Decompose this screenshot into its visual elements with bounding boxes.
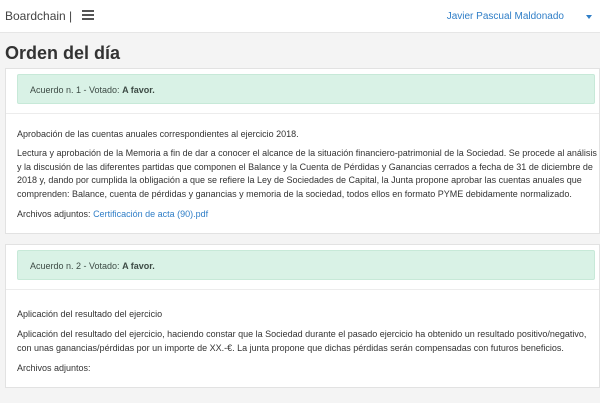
attachment-link[interactable]: Certificación de acta (90).pdf <box>93 209 209 219</box>
agreement-card <box>5 244 600 388</box>
page-title: Orden del día <box>5 43 121 63</box>
top-navbar <box>0 0 600 33</box>
agreement-title: Aplicación del resultado del ejercicio <box>17 309 163 319</box>
hamburger-menu-icon[interactable] <box>82 10 94 21</box>
vote-result: A favor. <box>122 261 155 271</box>
vote-prefix: Acuerdo n. 1 - Votado: <box>30 85 120 95</box>
agreement-title: Aprobación de las cuentas anuales correspondientes al ejercicio 2018. <box>17 129 299 139</box>
divider <box>6 289 599 290</box>
agreement-body: Aplicación del resultado del ejercicio, haciendo constar que la Sociedad durante el pasado ejercicio ha obtenido un resultado positivo/negativo, con unas ganancias/pérdidas por un importe de XX.-€. La junta propone que dichas pérdidas serán compensadas con futuros beneficios. <box>17 329 587 353</box>
agreement-card <box>5 68 600 234</box>
vote-result-banner <box>17 74 595 104</box>
user-menu[interactable]: Javier Pascual Maldonado <box>446 11 564 22</box>
hamburger-line-icon <box>82 14 94 16</box>
agreement-body: Lectura y aprobación de la Memoria a fin de dar a conocer el alcance de la situación financiero-patrimonial de la Sociedad. Se procede al análisis y la discusión de las diferentes partidas que componen el Balance y la Cuenta de Pérdidas y Ganancias cerrados a fecha de 31 de diciembre de 2018 y, dando por cumplida la obligación a que se refiere la Ley de Sociedades de Capital, la Junta propone aprobar las cuentas anuales que comprenden: Balance, cuenta de pérdidas y ganancias y memoria de la sociedad, todos ellos en formato PYME debidamente normalizado. <box>17 148 597 199</box>
attachments-label: Archivos adjuntos: <box>17 209 91 219</box>
vote-result-banner <box>17 250 595 280</box>
hamburger-line-icon <box>82 10 94 12</box>
attachments <box>17 209 208 219</box>
vote-result: A favor. <box>122 85 155 95</box>
attachments-label: Archivos adjuntos: <box>17 363 91 373</box>
divider <box>6 113 599 114</box>
brand-logo[interactable]: Boardchain | <box>5 9 73 23</box>
hamburger-line-icon <box>82 18 94 20</box>
vote-prefix: Acuerdo n. 2 - Votado: <box>30 261 120 271</box>
caret-down-icon[interactable] <box>586 15 592 19</box>
attachments <box>17 363 91 373</box>
